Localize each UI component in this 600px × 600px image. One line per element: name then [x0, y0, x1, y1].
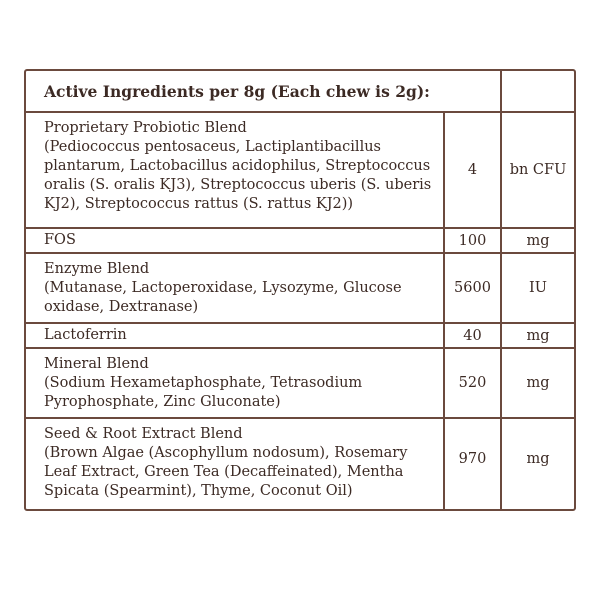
ingredient-detail: (Brown Algae (Ascophyllum nodosum), Rosemary Leaf Extract, Green Tea (Decaffeinated), Mentha Spicata (Spearmint), Thyme, Coconut Oil)	[44, 445, 408, 499]
ingredient-name-cell	[26, 113, 445, 227]
ingredient-name: FOS	[44, 232, 76, 248]
ingredient-detail: (Pediococcus pentosaceus, Lactiplantibacillus plantarum, Lactobacillus acidophilus, Streptococcus oralis (S. oralis KJ3), Streptococcus uberis (S. uberis KJ2), Streptococcus rattus (S. rattus KJ2))	[44, 139, 432, 212]
ingredient-amount: 40	[445, 324, 502, 347]
ingredient-name-cell	[26, 254, 445, 322]
ingredient-unit: IU	[529, 280, 547, 296]
table-row	[26, 111, 574, 227]
ingredient-unit: mg	[526, 232, 550, 249]
ingredient-unit: mg	[526, 375, 550, 391]
ingredient-name-cell	[26, 349, 445, 417]
ingredient-name: Seed & Root Extract Blend	[44, 426, 243, 442]
ingredient-amount: 520	[445, 349, 502, 417]
ingredient-amount: 5600	[445, 254, 502, 322]
ingredient-amount: 970	[445, 419, 502, 509]
table-row	[26, 227, 574, 252]
ingredient-unit: mg	[526, 451, 550, 467]
ingredient-name: Mineral Blend	[44, 356, 149, 372]
table-row	[26, 417, 574, 509]
table-row	[26, 252, 574, 322]
ingredient-amount: 100	[445, 229, 502, 252]
table-row	[26, 322, 574, 347]
ingredient-name-cell	[26, 419, 445, 509]
ingredient-unit: bn CFU	[509, 162, 567, 178]
ingredient-name: Proprietary Probiotic Blend	[44, 120, 247, 136]
ingredient-name: Lactoferrin	[44, 327, 127, 343]
table-header-unit-cell	[502, 71, 574, 111]
ingredient-amount: 4	[445, 113, 502, 227]
ingredient-detail: (Sodium Hexametaphosphate, Tetrasodium Pyrophosphate, Zinc Gluconate)	[44, 375, 363, 410]
active-ingredients-table	[24, 69, 576, 511]
ingredient-detail: (Mutanase, Lactoperoxidase, Lysozyme, Glucose oxidase, Dextranase)	[44, 280, 402, 315]
table-header-row	[26, 71, 574, 111]
ingredient-name: Enzyme Blend	[44, 261, 150, 277]
ingredient-unit: mg	[526, 327, 550, 344]
table-row	[26, 347, 574, 417]
table-header-title: Active Ingredients per 8g (Each chew is 2g):	[26, 71, 502, 111]
ingredient-name-cell	[26, 324, 445, 347]
ingredient-name-cell	[26, 229, 445, 252]
